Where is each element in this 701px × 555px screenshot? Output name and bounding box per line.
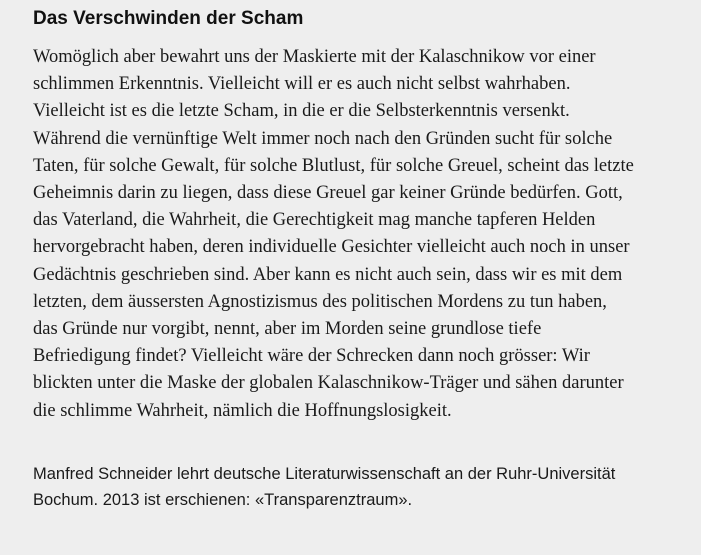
paragraph-line: Während die vernünftige Welt immer noch nach den Gründen sucht für solche [33,128,613,149]
author-bio-line: Bochum. 2013 ist erschienen: «Transparenztraum». [33,490,413,509]
paragraph-line: Vielleicht ist es die letzte Scham, in die er die Selbsterkenntnis versenkt. [33,101,570,122]
author-bio [33,461,693,513]
article-paragraph [33,44,693,425]
paragraph-line: letzten, dem äussersten Agnostizismus des politischen Mordens zu tun haben, [33,291,607,312]
paragraph-line: blickten unter die Maske der globalen Kalaschnikow-Träger und sähen darunter [33,373,624,394]
paragraph-line: das Gründe nur vorgibt, nennt, aber im Morden seine grundlose tiefe [33,319,542,340]
paragraph-line: Taten, für solche Gewalt, für solche Blutlust, für solche Greuel, scheint das letzte [33,155,634,176]
article [33,6,693,513]
paragraph-line: die schlimme Wahrheit, nämlich die Hoffnungslosigkeit. [33,400,452,421]
paragraph-line: Womöglich aber bewahrt uns der Maskierte mit der Kalaschnikow vor einer [33,47,596,67]
paragraph-line: das Vaterland, die Wahrheit, die Gerechtigkeit mag manche tapferen Helden [33,210,596,231]
author-bio-line: Manfred Schneider lehrt deutsche Literaturwissenschaft an der Ruhr-Universität [33,464,616,483]
article-heading: Das Verschwinden der Scham [33,8,304,29]
paragraph-line: hervorgebracht haben, deren individuelle Gesichter vielleicht auch noch in unser [33,237,630,258]
paragraph-line: Befriedigung findet? Vielleicht wäre der Schrecken dann noch grösser: Wir [33,346,590,367]
paragraph-line: Gedächtnis geschrieben sind. Aber kann es nicht auch sein, dass wir es mit dem [33,264,623,285]
paragraph-line: schlimmen Erkenntnis. Vielleicht will er es auch nicht selbst wahrhaben. [33,74,571,95]
paragraph-line: Geheimnis darin zu liegen, dass diese Greuel gar keiner Gründe bedürfen. Gott, [33,183,623,204]
